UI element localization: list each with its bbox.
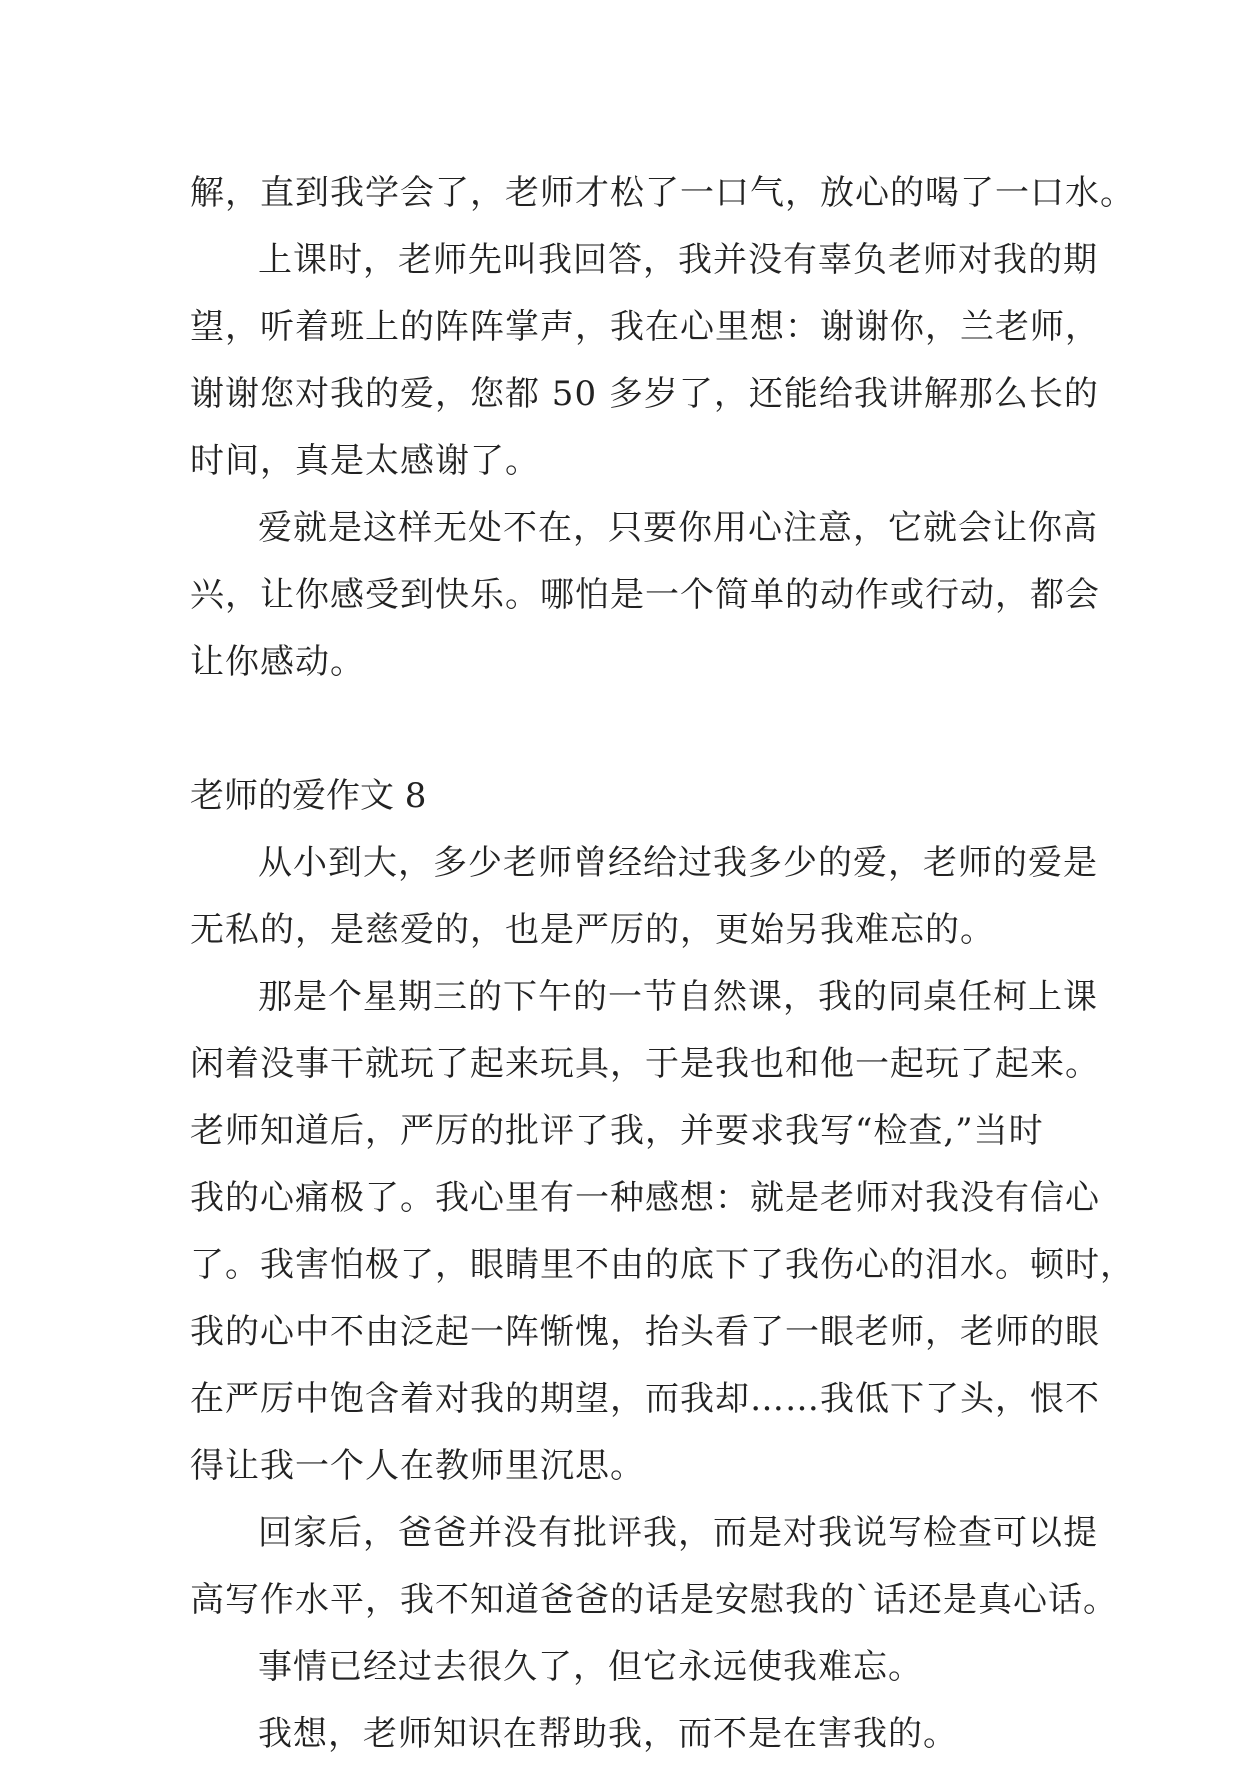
section-gap bbox=[190, 696, 1062, 763]
text-line: 在严厉中饱含着对我的期望，而我却……我低下了头，恨不 bbox=[190, 1379, 1100, 1419]
text-line: 了。我害怕极了，眼睛里不由的底下了我伤心的泪水。顿时， bbox=[190, 1245, 1135, 1285]
text-line: 我想，老师知识在帮助我，而不是在害我的。 bbox=[258, 1714, 958, 1754]
paragraph bbox=[190, 1500, 1118, 1634]
paragraph bbox=[190, 830, 1098, 964]
text-line: 得让我一个人在教师里沉思。 bbox=[190, 1446, 645, 1486]
paragraph bbox=[190, 227, 1100, 495]
text-line: 老师知道后，严厉的批评了我，并要求我写“检查,”当时 bbox=[190, 1111, 1044, 1151]
section-heading: 老师的爱作文 8 bbox=[190, 776, 427, 816]
text-line: 闲着没事干就玩了起来玩具，于是我也和他一起玩了起来。 bbox=[190, 1044, 1100, 1084]
text-line: 兴，让你感受到快乐。哪怕是一个简单的动作或行动，都会 bbox=[190, 575, 1100, 615]
text-line: 上课时，老师先叫我回答，我并没有辜负老师对我的期 bbox=[258, 240, 1098, 280]
document-body bbox=[190, 160, 1135, 1768]
text-line: 我的心痛极了。我心里有一种感想：就是老师对我没有信心 bbox=[190, 1178, 1100, 1218]
paragraph bbox=[190, 160, 1135, 227]
text-line: 解，直到我学会了，老师才松了一口气，放心的喝了一口水。 bbox=[190, 173, 1135, 213]
text-line: 让你感动。 bbox=[190, 642, 365, 682]
text-line: 时间，真是太感谢了。 bbox=[190, 441, 540, 481]
text-line: 事情已经过去很久了，但它永远使我难忘。 bbox=[258, 1647, 923, 1687]
text-line: 爱就是这样无处不在，只要你用心注意，它就会让你高 bbox=[258, 508, 1098, 548]
text-line: 回家后，爸爸并没有批评我，而是对我说写检查可以提 bbox=[258, 1513, 1098, 1553]
text-line: 无私的，是慈爱的，也是严厉的，更始另我难忘的。 bbox=[190, 910, 995, 950]
text-line: 那是个星期三的下午的一节自然课，我的同桌任柯上课 bbox=[258, 977, 1098, 1017]
paragraph bbox=[190, 495, 1100, 696]
text-line: 高写作水平，我不知道爸爸的话是安慰我的`话还是真心话。 bbox=[190, 1580, 1118, 1620]
text-line: 谢谢您对我的爱，您都 50 多岁了，还能给我讲解那么长的 bbox=[190, 374, 1099, 414]
text-line: 望，听着班上的阵阵掌声，我在心里想：谢谢你，兰老师， bbox=[190, 307, 1100, 347]
text-line: 从小到大，多少老师曾经给过我多少的爱，老师的爱是 bbox=[258, 843, 1098, 883]
paragraph bbox=[190, 1701, 1062, 1768]
paragraph bbox=[190, 964, 1135, 1500]
paragraph bbox=[190, 1634, 1062, 1701]
text-line: 我的心中不由泛起一阵惭愧，抬头看了一眼老师，老师的眼 bbox=[190, 1312, 1100, 1352]
